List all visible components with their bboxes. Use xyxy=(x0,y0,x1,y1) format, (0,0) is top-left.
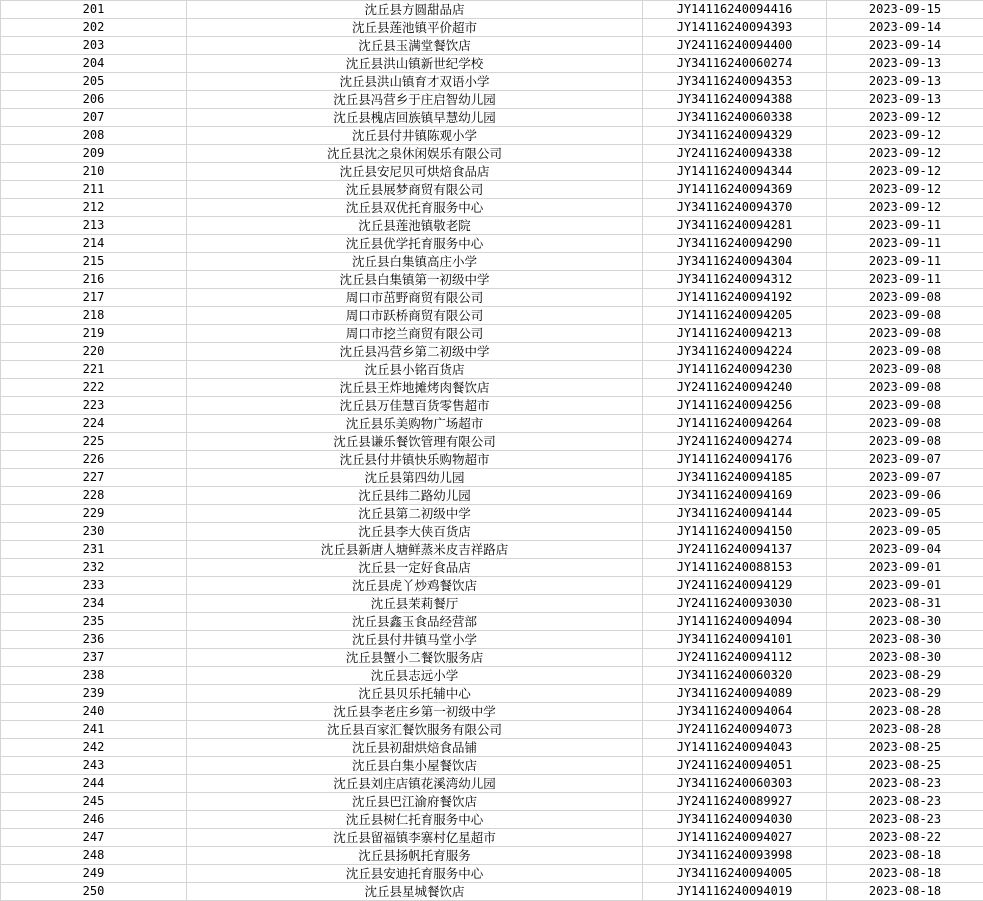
row-number-cell[interactable]: 218 xyxy=(1,307,187,325)
row-number-cell[interactable]: 248 xyxy=(1,847,187,865)
row-number-cell[interactable]: 230 xyxy=(1,523,187,541)
row-number-cell[interactable]: 245 xyxy=(1,793,187,811)
row-number-cell[interactable]: 240 xyxy=(1,703,187,721)
business-name-cell[interactable]: 沈丘县李老庄乡第一初级中学 xyxy=(187,703,643,721)
issue-date-cell[interactable]: 2023-09-07 xyxy=(827,451,983,469)
row-number-cell[interactable]: 224 xyxy=(1,415,187,433)
business-name-cell[interactable]: 沈丘县万佳慧百货零售超市 xyxy=(187,397,643,415)
license-code-cell[interactable]: JY14116240094393 xyxy=(643,19,827,37)
business-name-cell[interactable]: 沈丘县白集镇高庄小学 xyxy=(187,253,643,271)
row-number-cell[interactable]: 235 xyxy=(1,613,187,631)
row-number-cell[interactable]: 205 xyxy=(1,73,187,91)
table-row xyxy=(1,91,983,109)
business-name-cell[interactable]: 沈丘县第二初级中学 xyxy=(187,505,643,523)
license-code-cell[interactable]: JY34116240093998 xyxy=(643,847,827,865)
business-name-cell[interactable]: 沈丘县小铭百货店 xyxy=(187,361,643,379)
table-row xyxy=(1,397,983,415)
issue-date-cell[interactable]: 2023-09-01 xyxy=(827,559,983,577)
issue-date-cell[interactable]: 2023-09-12 xyxy=(827,163,983,181)
row-number-cell[interactable]: 227 xyxy=(1,469,187,487)
issue-date-cell[interactable]: 2023-09-12 xyxy=(827,109,983,127)
issue-date-cell[interactable]: 2023-08-30 xyxy=(827,649,983,667)
row-number-cell[interactable]: 219 xyxy=(1,325,187,343)
business-name-cell[interactable]: 沈丘县刘庄店镇花溪湾幼儿园 xyxy=(187,775,643,793)
table-row xyxy=(1,37,983,55)
issue-date-cell[interactable]: 2023-08-22 xyxy=(827,829,983,847)
table-row xyxy=(1,145,983,163)
business-name-cell[interactable]: 沈丘县王炸地摊烤肉餐饮店 xyxy=(187,379,643,397)
issue-date-cell[interactable]: 2023-09-08 xyxy=(827,289,983,307)
license-code-cell[interactable]: JY14116240094416 xyxy=(643,1,827,19)
table-row xyxy=(1,775,983,793)
license-code-cell[interactable]: JY24116240094137 xyxy=(643,541,827,559)
table-row xyxy=(1,721,983,739)
issue-date-cell[interactable]: 2023-08-18 xyxy=(827,865,983,883)
license-code-cell[interactable]: JY34116240094089 xyxy=(643,685,827,703)
table-row xyxy=(1,109,983,127)
table-row xyxy=(1,631,983,649)
license-code-cell[interactable]: JY24116240089927 xyxy=(643,793,827,811)
row-number-cell[interactable]: 231 xyxy=(1,541,187,559)
business-name-cell[interactable]: 沈丘县付井镇陈观小学 xyxy=(187,127,643,145)
issue-date-cell[interactable]: 2023-09-01 xyxy=(827,577,983,595)
business-name-cell[interactable]: 沈丘县槐店回族镇早慧幼儿园 xyxy=(187,109,643,127)
table-row xyxy=(1,667,983,685)
business-name-cell[interactable]: 沈丘县安尼贝可烘焙食品店 xyxy=(187,163,643,181)
issue-date-cell[interactable]: 2023-09-15 xyxy=(827,1,983,19)
license-code-cell[interactable]: JY14116240094027 xyxy=(643,829,827,847)
license-code-cell[interactable]: JY34116240094281 xyxy=(643,217,827,235)
row-number-cell[interactable]: 229 xyxy=(1,505,187,523)
row-number-cell[interactable]: 209 xyxy=(1,145,187,163)
row-number-cell[interactable]: 206 xyxy=(1,91,187,109)
business-name-cell[interactable]: 沈丘县星城餐饮店 xyxy=(187,883,643,901)
business-name-cell[interactable]: 沈丘县纬二路幼儿园 xyxy=(187,487,643,505)
issue-date-cell[interactable]: 2023-09-12 xyxy=(827,127,983,145)
table-row xyxy=(1,613,983,631)
row-number-cell[interactable]: 233 xyxy=(1,577,187,595)
business-name-cell[interactable]: 沈丘县蟹小二餐饮服务店 xyxy=(187,649,643,667)
issue-date-cell[interactable]: 2023-09-06 xyxy=(827,487,983,505)
row-number-cell[interactable]: 202 xyxy=(1,19,187,37)
row-number-cell[interactable]: 221 xyxy=(1,361,187,379)
license-code-cell[interactable]: JY34116240094224 xyxy=(643,343,827,361)
row-number-cell[interactable]: 246 xyxy=(1,811,187,829)
license-code-cell[interactable]: JY34116240060274 xyxy=(643,55,827,73)
issue-date-cell[interactable]: 2023-08-31 xyxy=(827,595,983,613)
issue-date-cell[interactable]: 2023-08-28 xyxy=(827,721,983,739)
license-code-cell[interactable]: JY24116240094051 xyxy=(643,757,827,775)
issue-date-cell[interactable]: 2023-09-14 xyxy=(827,37,983,55)
business-name-cell[interactable]: 沈丘县虎丫炒鸡餐饮店 xyxy=(187,577,643,595)
business-name-cell[interactable]: 沈丘县双优托育服务中心 xyxy=(187,199,643,217)
business-name-cell[interactable]: 沈丘县树仁托育服务中心 xyxy=(187,811,643,829)
license-code-cell[interactable]: JY24116240094112 xyxy=(643,649,827,667)
business-name-cell[interactable]: 沈丘县冯营乡第二初级中学 xyxy=(187,343,643,361)
license-code-cell[interactable]: JY24116240094338 xyxy=(643,145,827,163)
license-code-cell[interactable]: JY14116240094213 xyxy=(643,325,827,343)
issue-date-cell[interactable]: 2023-08-30 xyxy=(827,631,983,649)
row-number-cell[interactable]: 236 xyxy=(1,631,187,649)
row-number-cell[interactable]: 250 xyxy=(1,883,187,901)
license-code-cell[interactable]: JY24116240094073 xyxy=(643,721,827,739)
issue-date-cell[interactable]: 2023-09-05 xyxy=(827,523,983,541)
issue-date-cell[interactable]: 2023-09-11 xyxy=(827,217,983,235)
row-number-cell[interactable]: 210 xyxy=(1,163,187,181)
table-row xyxy=(1,181,983,199)
row-number-cell[interactable]: 234 xyxy=(1,595,187,613)
license-code-cell[interactable]: JY34116240060338 xyxy=(643,109,827,127)
business-name-cell[interactable]: 沈丘县贝乐托辅中心 xyxy=(187,685,643,703)
row-number-cell[interactable]: 241 xyxy=(1,721,187,739)
issue-date-cell[interactable]: 2023-08-30 xyxy=(827,613,983,631)
table-row xyxy=(1,19,983,37)
table-row xyxy=(1,343,983,361)
business-name-cell[interactable]: 沈丘县付井镇马堂小学 xyxy=(187,631,643,649)
table-row xyxy=(1,757,983,775)
business-name-cell[interactable]: 沈丘县乐美购物广场超市 xyxy=(187,415,643,433)
table-row xyxy=(1,793,983,811)
issue-date-cell[interactable]: 2023-09-12 xyxy=(827,145,983,163)
business-name-cell[interactable]: 沈丘县扬帆托育服务 xyxy=(187,847,643,865)
license-code-cell[interactable]: JY14116240094192 xyxy=(643,289,827,307)
license-code-cell[interactable]: JY34116240094290 xyxy=(643,235,827,253)
business-name-cell[interactable]: 沈丘县一定好食品店 xyxy=(187,559,643,577)
issue-date-cell[interactable]: 2023-08-29 xyxy=(827,685,983,703)
issue-date-cell[interactable]: 2023-08-23 xyxy=(827,775,983,793)
row-number-cell[interactable]: 244 xyxy=(1,775,187,793)
business-name-cell[interactable]: 沈丘县初甜烘焙食品铺 xyxy=(187,739,643,757)
table-row xyxy=(1,865,983,883)
table-row xyxy=(1,253,983,271)
issue-date-cell[interactable]: 2023-08-18 xyxy=(827,883,983,901)
row-number-cell[interactable]: 232 xyxy=(1,559,187,577)
row-number-cell[interactable]: 220 xyxy=(1,343,187,361)
business-name-cell[interactable]: 沈丘县展梦商贸有限公司 xyxy=(187,181,643,199)
row-number-cell[interactable]: 207 xyxy=(1,109,187,127)
issue-date-cell[interactable]: 2023-09-14 xyxy=(827,19,983,37)
license-code-cell[interactable]: JY34116240094005 xyxy=(643,865,827,883)
business-name-cell[interactable]: 沈丘县沈之泉休闲娱乐有限公司 xyxy=(187,145,643,163)
row-number-cell[interactable]: 215 xyxy=(1,253,187,271)
issue-date-cell[interactable]: 2023-08-18 xyxy=(827,847,983,865)
issue-date-cell[interactable]: 2023-08-25 xyxy=(827,739,983,757)
license-code-cell[interactable]: JY14116240094150 xyxy=(643,523,827,541)
business-name-cell[interactable]: 沈丘县李大侠百货店 xyxy=(187,523,643,541)
table-row xyxy=(1,199,983,217)
table-row xyxy=(1,307,983,325)
business-name-cell[interactable]: 沈丘县莲池镇平价超市 xyxy=(187,19,643,37)
business-name-cell[interactable]: 沈丘县方圆甜品店 xyxy=(187,1,643,19)
row-number-cell[interactable]: 225 xyxy=(1,433,187,451)
business-name-cell[interactable]: 沈丘县付井镇快乐购物超市 xyxy=(187,451,643,469)
license-code-cell[interactable]: JY14116240088153 xyxy=(643,559,827,577)
business-name-cell[interactable]: 沈丘县白集小屋餐饮店 xyxy=(187,757,643,775)
table-row xyxy=(1,289,983,307)
license-code-cell[interactable]: JY14116240094043 xyxy=(643,739,827,757)
table-row xyxy=(1,541,983,559)
table-row xyxy=(1,577,983,595)
table-row xyxy=(1,505,983,523)
license-code-cell[interactable]: JY34116240094329 xyxy=(643,127,827,145)
business-name-cell[interactable]: 沈丘县洪山镇育才双语小学 xyxy=(187,73,643,91)
row-number-cell[interactable]: 228 xyxy=(1,487,187,505)
business-name-cell[interactable]: 周口市挖兰商贸有限公司 xyxy=(187,325,643,343)
issue-date-cell[interactable]: 2023-09-13 xyxy=(827,55,983,73)
issue-date-cell[interactable]: 2023-08-28 xyxy=(827,703,983,721)
license-code-cell[interactable]: JY34116240094101 xyxy=(643,631,827,649)
row-number-cell[interactable]: 211 xyxy=(1,181,187,199)
issue-date-cell[interactable]: 2023-09-13 xyxy=(827,91,983,109)
table-row xyxy=(1,559,983,577)
license-code-cell[interactable]: JY24116240094274 xyxy=(643,433,827,451)
license-code-cell[interactable]: JY24116240094400 xyxy=(643,37,827,55)
issue-date-cell[interactable]: 2023-09-12 xyxy=(827,199,983,217)
license-code-cell[interactable]: JY14116240094205 xyxy=(643,307,827,325)
business-name-cell[interactable]: 沈丘县茉莉餐厅 xyxy=(187,595,643,613)
row-number-cell[interactable]: 213 xyxy=(1,217,187,235)
row-number-cell[interactable]: 238 xyxy=(1,667,187,685)
issue-date-cell[interactable]: 2023-09-13 xyxy=(827,73,983,91)
table-row xyxy=(1,595,983,613)
row-number-cell[interactable]: 204 xyxy=(1,55,187,73)
row-number-cell[interactable]: 222 xyxy=(1,379,187,397)
issue-date-cell[interactable]: 2023-09-12 xyxy=(827,181,983,199)
table-row xyxy=(1,415,983,433)
issue-date-cell[interactable]: 2023-09-11 xyxy=(827,271,983,289)
business-name-cell[interactable]: 沈丘县新唐人塘鲜蒸米皮吉祥路店 xyxy=(187,541,643,559)
issue-date-cell[interactable]: 2023-08-29 xyxy=(827,667,983,685)
table-row xyxy=(1,217,983,235)
row-number-cell[interactable]: 201 xyxy=(1,1,187,19)
issue-date-cell[interactable]: 2023-09-08 xyxy=(827,361,983,379)
license-code-cell[interactable]: JY34116240094370 xyxy=(643,199,827,217)
license-code-cell[interactable]: JY34116240094144 xyxy=(643,505,827,523)
table-row xyxy=(1,685,983,703)
table-row xyxy=(1,271,983,289)
license-code-cell[interactable]: JY34116240060320 xyxy=(643,667,827,685)
business-name-cell[interactable]: 沈丘县洪山镇新世纪学校 xyxy=(187,55,643,73)
license-code-cell[interactable]: JY24116240093030 xyxy=(643,595,827,613)
table-row xyxy=(1,829,983,847)
issue-date-cell[interactable]: 2023-09-04 xyxy=(827,541,983,559)
table-row xyxy=(1,361,983,379)
row-number-cell[interactable]: 214 xyxy=(1,235,187,253)
table-row xyxy=(1,451,983,469)
license-code-cell[interactable]: JY34116240094388 xyxy=(643,91,827,109)
table-row xyxy=(1,523,983,541)
license-code-cell[interactable]: JY34116240094169 xyxy=(643,487,827,505)
business-name-cell[interactable]: 周口市茁野商贸有限公司 xyxy=(187,289,643,307)
issue-date-cell[interactable]: 2023-09-08 xyxy=(827,415,983,433)
table-row xyxy=(1,883,983,901)
table-row xyxy=(1,73,983,91)
table-row xyxy=(1,433,983,451)
business-name-cell[interactable]: 沈丘县巴江渝府餐饮店 xyxy=(187,793,643,811)
license-code-cell[interactable]: JY34116240094185 xyxy=(643,469,827,487)
issue-date-cell[interactable]: 2023-09-08 xyxy=(827,307,983,325)
row-number-cell[interactable]: 237 xyxy=(1,649,187,667)
license-code-cell[interactable]: JY34116240060303 xyxy=(643,775,827,793)
license-code-cell[interactable]: JY34116240094353 xyxy=(643,73,827,91)
business-name-cell[interactable]: 沈丘县鑫玉食品经营部 xyxy=(187,613,643,631)
row-number-cell[interactable]: 242 xyxy=(1,739,187,757)
license-code-cell[interactable]: JY14116240094369 xyxy=(643,181,827,199)
license-code-cell[interactable]: JY24116240094129 xyxy=(643,577,827,595)
issue-date-cell[interactable]: 2023-09-08 xyxy=(827,397,983,415)
table-row xyxy=(1,55,983,73)
issue-date-cell[interactable]: 2023-09-11 xyxy=(827,235,983,253)
business-name-cell[interactable]: 沈丘县优学托育服务中心 xyxy=(187,235,643,253)
license-code-cell[interactable]: JY34116240094030 xyxy=(643,811,827,829)
business-name-cell[interactable]: 沈丘县安迪托育服务中心 xyxy=(187,865,643,883)
row-number-cell[interactable]: 212 xyxy=(1,199,187,217)
license-code-cell[interactable]: JY14116240094094 xyxy=(643,613,827,631)
row-number-cell[interactable]: 247 xyxy=(1,829,187,847)
table-body xyxy=(1,1,983,901)
table-row xyxy=(1,127,983,145)
business-name-cell[interactable]: 沈丘县第四幼儿园 xyxy=(187,469,643,487)
table-row xyxy=(1,379,983,397)
row-number-cell[interactable]: 239 xyxy=(1,685,187,703)
issue-date-cell[interactable]: 2023-09-07 xyxy=(827,469,983,487)
business-name-cell[interactable]: 沈丘县志远小学 xyxy=(187,667,643,685)
license-code-cell[interactable]: JY14116240094176 xyxy=(643,451,827,469)
business-name-cell[interactable]: 沈丘县白集镇第一初级中学 xyxy=(187,271,643,289)
issue-date-cell[interactable]: 2023-09-08 xyxy=(827,433,983,451)
table-row xyxy=(1,847,983,865)
row-number-cell[interactable]: 208 xyxy=(1,127,187,145)
license-code-cell[interactable]: JY24116240094240 xyxy=(643,379,827,397)
license-code-cell[interactable]: JY34116240094312 xyxy=(643,271,827,289)
table-row xyxy=(1,703,983,721)
table-row xyxy=(1,649,983,667)
issue-date-cell[interactable]: 2023-09-05 xyxy=(827,505,983,523)
business-name-cell[interactable]: 沈丘县留福镇李寨村亿星超市 xyxy=(187,829,643,847)
table-row xyxy=(1,325,983,343)
row-number-cell[interactable]: 216 xyxy=(1,271,187,289)
issue-date-cell[interactable]: 2023-09-08 xyxy=(827,343,983,361)
row-number-cell[interactable]: 223 xyxy=(1,397,187,415)
license-code-cell[interactable]: JY14116240094264 xyxy=(643,415,827,433)
license-code-cell[interactable]: JY34116240094304 xyxy=(643,253,827,271)
license-code-cell[interactable]: JY14116240094344 xyxy=(643,163,827,181)
issue-date-cell[interactable]: 2023-09-08 xyxy=(827,325,983,343)
license-code-cell[interactable]: JY14116240094256 xyxy=(643,397,827,415)
issue-date-cell[interactable]: 2023-08-25 xyxy=(827,757,983,775)
issue-date-cell[interactable]: 2023-08-23 xyxy=(827,793,983,811)
row-number-cell[interactable]: 203 xyxy=(1,37,187,55)
row-number-cell[interactable]: 226 xyxy=(1,451,187,469)
business-name-cell[interactable]: 沈丘县莲池镇敬老院 xyxy=(187,217,643,235)
license-code-cell[interactable]: JY14116240094019 xyxy=(643,883,827,901)
license-code-cell[interactable]: JY34116240094064 xyxy=(643,703,827,721)
business-name-cell[interactable]: 沈丘县谦乐餐饮管理有限公司 xyxy=(187,433,643,451)
table-row xyxy=(1,739,983,757)
license-code-cell[interactable]: JY14116240094230 xyxy=(643,361,827,379)
table-row xyxy=(1,487,983,505)
business-name-cell[interactable]: 周口市跃桥商贸有限公司 xyxy=(187,307,643,325)
row-number-cell[interactable]: 217 xyxy=(1,289,187,307)
issue-date-cell[interactable]: 2023-09-11 xyxy=(827,253,983,271)
table-row xyxy=(1,163,983,181)
table-row xyxy=(1,811,983,829)
table-row xyxy=(1,235,983,253)
business-name-cell[interactable]: 沈丘县百家汇餐饮服务有限公司 xyxy=(187,721,643,739)
issue-date-cell[interactable]: 2023-09-08 xyxy=(827,379,983,397)
business-name-cell[interactable]: 沈丘县冯营乡于庄启智幼儿园 xyxy=(187,91,643,109)
table-row xyxy=(1,469,983,487)
table-row xyxy=(1,1,983,19)
business-name-cell[interactable]: 沈丘县玉满堂餐饮店 xyxy=(187,37,643,55)
row-number-cell[interactable]: 243 xyxy=(1,757,187,775)
issue-date-cell[interactable]: 2023-08-23 xyxy=(827,811,983,829)
row-number-cell[interactable]: 249 xyxy=(1,865,187,883)
